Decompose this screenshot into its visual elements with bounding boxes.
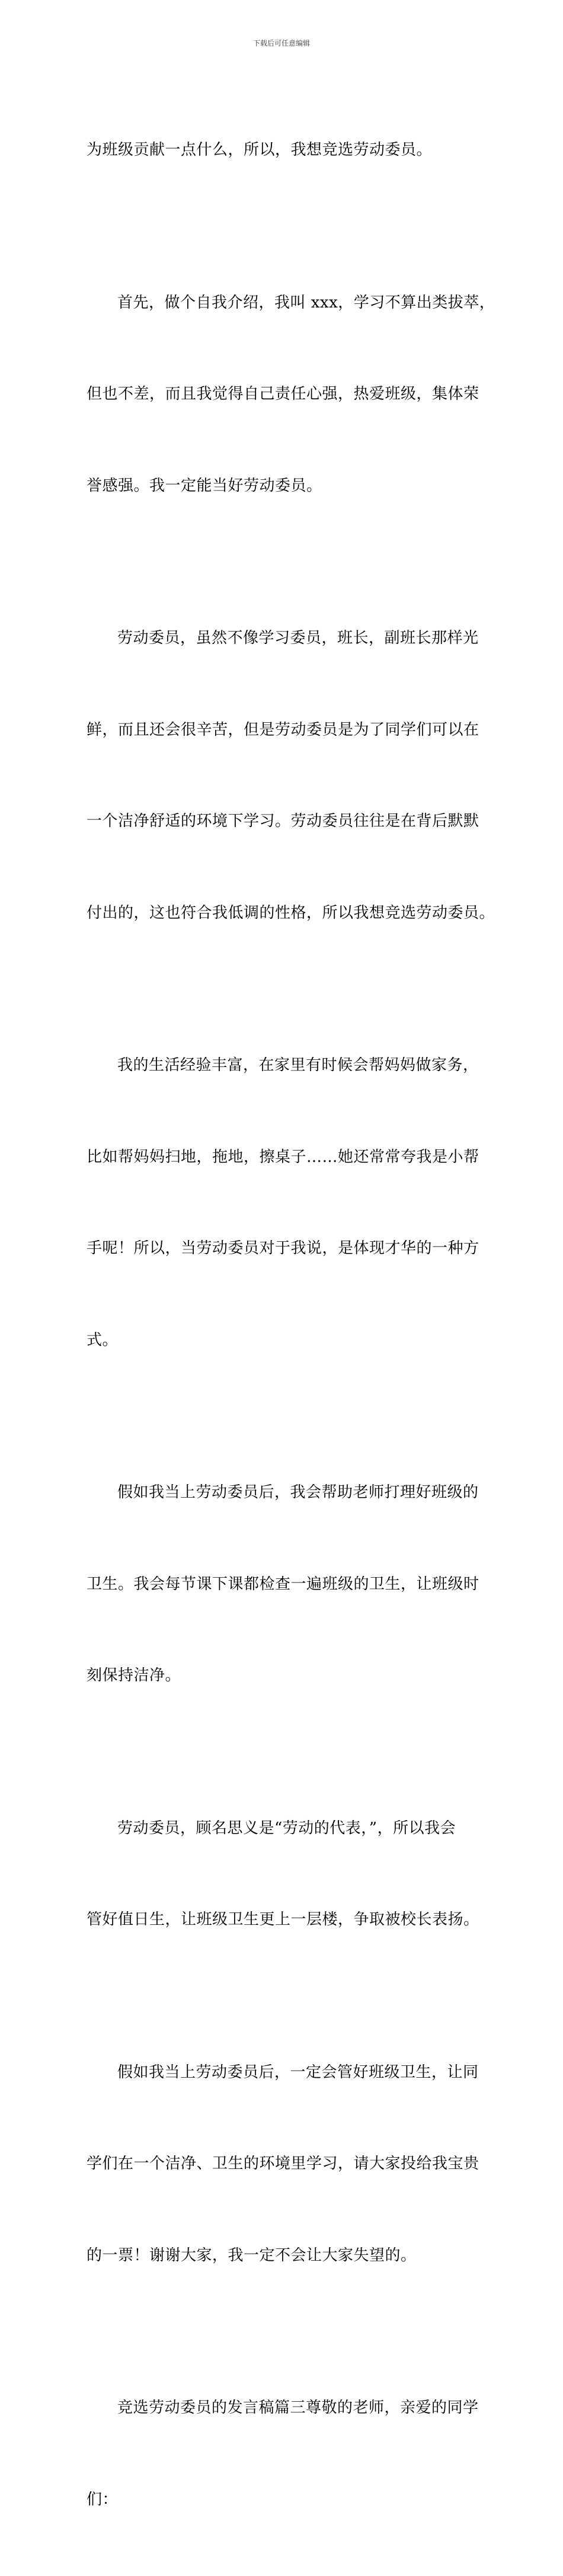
text-line: 学们在一个洁净、卫生的环境里学习，请大家投给我宝贵 — [87, 2155, 479, 2173]
text-line: 竞选劳动委员的发言稿篇三尊敬的老师，亲爱的同学 — [117, 2399, 479, 2417]
text-line: 管好值日生，让班级卫生更上一层楼，争取被校长表扬。 — [87, 1911, 479, 1928]
paragraph-2 — [87, 227, 495, 563]
paragraph-5 — [87, 1417, 484, 1752]
text-line: 一个洁净舒适的环境下学习。劳动委员往往是在背后默默 — [87, 812, 479, 830]
text-line: 誉感强。我一定能当好劳动委员。 — [87, 476, 322, 495]
document-body — [87, 74, 495, 2576]
text-line: 刻保持洁净。 — [87, 1667, 181, 1684]
paragraph-6 — [87, 1752, 484, 1997]
text-line: 为班级贡献一点什么，所以，我想竞选劳动委员。 — [87, 141, 433, 159]
text-line: 鲜，而且还会很辛苦，但是劳动委员是为了同学们可以在 — [87, 720, 479, 739]
text-line: 假如我当上劳动委员后，我会帮助老师打理好班级的 — [117, 1484, 479, 1501]
paragraph-1 — [87, 74, 484, 227]
text-line: 假如我当上劳动委员后，一定会管好班级卫生，让同 — [117, 2063, 479, 2081]
text-line: 我的生活经验丰富，在家里有时候会帮妈妈做家务， — [117, 1056, 479, 1074]
text-line: 式。 — [87, 1331, 119, 1349]
text-line: 比如帮妈妈扫地，拖地，擦桌子……她还常常夸我是小帮 — [87, 1148, 479, 1166]
text-line: 付出的，这也符合我低调的性格，所以我想竞选劳动委员。 — [87, 903, 495, 922]
text-line: 首先，做个自我介绍，我叫 xxx，学习不算出类拔萃， — [117, 293, 495, 312]
paragraph-3 — [87, 562, 495, 989]
text-line: 的一票！谢谢大家，我一定不会让大家失望的。 — [87, 2246, 417, 2264]
text-line: 但也不差，而且我觉得自己责任心强，热爱班级，集体荣 — [87, 385, 479, 403]
text-line: 手呢！所以，当劳动委员对于我说，是体现才华的一种方 — [87, 1239, 479, 1257]
paragraph-8 — [87, 2332, 484, 2576]
text-line: 卫生。我会每节课下课都检查一遍班级的卫生，让班级时 — [87, 1575, 479, 1593]
paragraph-4 — [87, 989, 484, 1417]
text-line: 劳动委员，顾名思义是“劳动的代表，”，所以我会 — [117, 1819, 456, 1837]
text-line: 们： — [87, 2490, 119, 2508]
paragraph-7 — [87, 1997, 484, 2333]
text-line: 劳动委员，虽然不像学习委员，班长，副班长那样光 — [117, 629, 479, 647]
page-header: 下载后可任意编辑 — [252, 39, 310, 47]
